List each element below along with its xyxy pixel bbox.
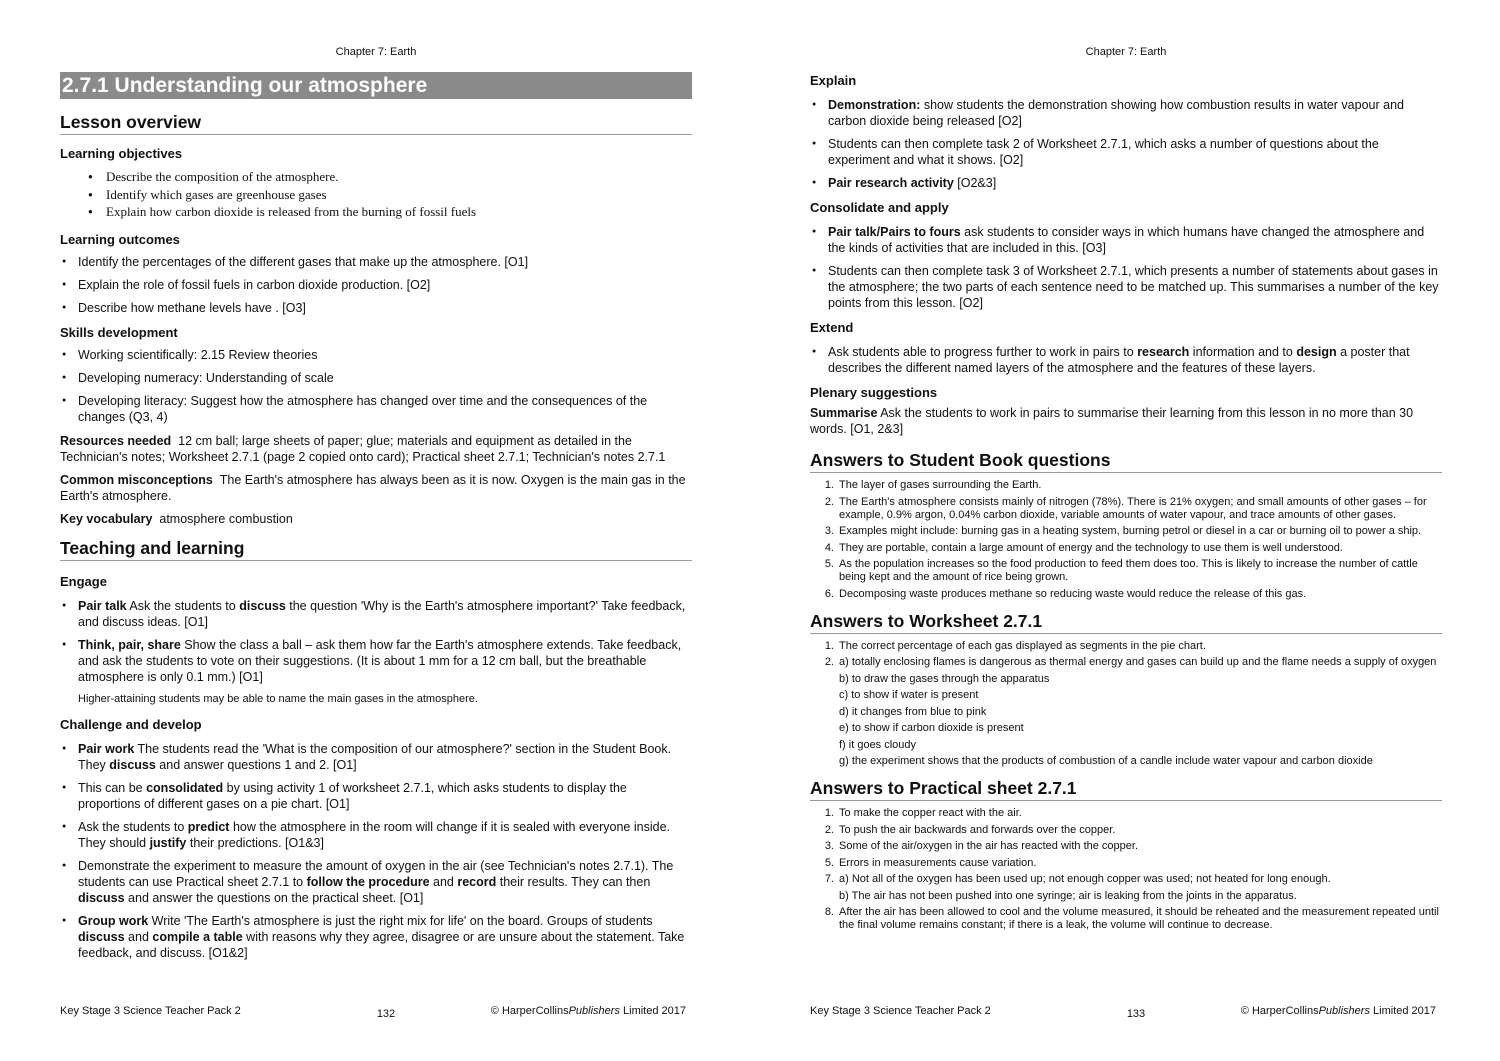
list-item: 1. To make the copper react with the air. [824, 807, 1022, 819]
list-item: ● Describe the composition of the atmosphere. [88, 168, 692, 186]
ws-answers-list [820, 640, 1442, 769]
list-item: 7. a) Not all of the oxygen has been used up; not enough copper was used; not heated for long enough. [824, 873, 1331, 885]
list-item: f) it goes cloudy [839, 738, 917, 751]
vocab-text: atmosphere combustion [159, 511, 293, 526]
consolidate-heading: Consolidate and apply [810, 200, 949, 215]
list-item: ● Demonstration: show students the demonstration showing how combustion results in water vapour and carbon dioxide being released [O2] [810, 97, 1442, 129]
list-item: ● Developing numeracy: Understanding of scale [60, 370, 692, 386]
resources-label: Resources needed [60, 433, 172, 448]
list-item: ● Demonstrate the experiment to measure the amount of oxygen in the air (see Technician's notes 2.7.1). The students can use Practical sheet 2.7.1 to follow the procedure and record their results. They can then discuss and answer the questions on the practical sheet. [O1] [60, 858, 692, 906]
outcomes-list [60, 254, 692, 316]
key-vocabulary [60, 511, 692, 527]
misconceptions-text: The Earth's atmosphere has always been as it is now. Oxygen is the main gas in the Earth's atmosphere. [60, 472, 686, 503]
list-item: b) The air has not been pushed into one syringe; air is leaking from the joints in the apparatus. [839, 889, 1297, 902]
skills-heading: Skills development [60, 324, 178, 340]
engage-heading: Engage [60, 573, 107, 589]
engage-note: Higher-attaining students may be able to name the main gases in the atmosphere. [78, 692, 478, 705]
extend-list [810, 344, 1442, 376]
list-item: ● Pair work The students read the 'What is the composition of our atmosphere?' section in the Student Book. They discuss and answer questions 1 and 2. [O1] [60, 741, 692, 773]
list-item: 2. a) totally enclosing flames is dangerous as thermal energy and gases can build up and the flame needs a supply of oxygen [824, 656, 1437, 668]
list-item: ● This can be consolidated by using activity 1 of worksheet 2.7.1, which asks students to display the proportions of different gases on a pie chart. [O1] [60, 780, 692, 812]
list-item: 1. The correct percentage of each gas displayed as segments in the pie chart. [824, 639, 1206, 652]
challenge-list [60, 741, 692, 961]
plenary-text: Summarise Ask the students to work in pairs to summarise their learning from this lesson in no more than 30 words. [O1, 2&3] [810, 406, 1414, 436]
extend-heading: Extend [810, 320, 854, 335]
list-item: ● Think, pair, share Show the class a ball – ask them how far the Earth's atmosphere extends. Take feedback, and ask the students to vote on their suggestions. (It is about 1 mm for a 12 cm ball, but the breathable atmosphere is only 0.1 mm.) [O1] [60, 637, 692, 685]
ps-answers-heading: Answers to Practical sheet 2.7.1 [810, 777, 1442, 801]
list-item: 5. Errors in measurements cause variation. [824, 856, 1037, 869]
ps-answers-list [820, 807, 1442, 932]
challenge-heading: Challenge and develop [60, 716, 202, 732]
footer-book-title: Key Stage 3 Science Teacher Pack 2 [810, 1005, 991, 1017]
right-content [810, 72, 1442, 941]
resources-text: 12 cm ball; large sheets of paper; glue; materials and equipment as detailed in the Technician's notes; Worksheet 2.7.1 (page 2 copied onto card); Practical sheet 2.7.1; Technician's notes 2.7.1 [60, 433, 666, 464]
chapter-header: Chapter 7: Earth [335, 46, 417, 58]
explain-list [810, 97, 1442, 191]
explain-heading: Explain [810, 73, 857, 88]
misconceptions-label: Common misconceptions [60, 472, 213, 487]
engage-list [60, 598, 692, 685]
copyright: © HarperCollinsPublishers Limited 2017 [1240, 1005, 1436, 1017]
resources-needed [60, 433, 692, 465]
list-item: 2. The Earth's atmosphere consists mainly of nitrogen (78%). There is 21% oxygen; and small amounts of other gases – for example, 0.9% argon, 0.04% carbon dioxide, variable amounts of water vapour, and trace amounts of other gases. [824, 495, 1427, 521]
copyright: © HarperCollinsPublishers Limited 2017 [490, 1005, 686, 1017]
list-item: 3. Examples might include: burning gas in a heating system, burning petrol or diesel in a car or burning oil to power a ship. [824, 525, 1422, 537]
list-item: ● Developing literacy: Suggest how the atmosphere has changed over time and the consequences of the changes (Q3, 4) [60, 393, 692, 425]
left-page [60, 0, 692, 1061]
lesson-overview-heading: Lesson overview [60, 111, 692, 135]
list-item: 4. They are portable, contain a large amount of energy and the technology to use them is well understood. [824, 541, 1343, 554]
list-item: e) to show if carbon dioxide is present [839, 722, 1024, 734]
list-item: d) it changes from blue to pink [839, 705, 987, 718]
objectives-list [88, 168, 692, 221]
sb-answers-list [820, 479, 1442, 601]
plenary-heading: Plenary suggestions [810, 385, 938, 400]
vocab-label: Key vocabulary [60, 511, 153, 526]
right-page [810, 0, 1442, 1061]
list-item: ● Ask students able to progress further to work in pairs to research information and to design a poster that describes the different named layers of the atmosphere and the features of these layers. [810, 344, 1442, 376]
lesson-title: 2.7.1 Understanding our atmosphere [60, 72, 692, 99]
list-item: c) to show if water is present [839, 689, 979, 701]
teaching-heading: Teaching and learning [60, 537, 692, 561]
list-item: g) the experiment shows that the products of combustion of a candle include water vapour and carbon dioxide [839, 755, 1373, 767]
list-item: ● Pair talk Ask the students to discuss the question 'Why is the Earth's atmosphere important?' Take feedback, and discuss ideas. [O1] [60, 598, 692, 630]
list-item: b) to draw the gases through the apparatus [839, 672, 1050, 685]
list-item: 2. To push the air backwards and forwards over the copper. [824, 823, 1116, 836]
consolidate-list [810, 224, 1442, 311]
footer-book-title: Key Stage 3 Science Teacher Pack 2 [60, 1005, 241, 1017]
list-item: ● Pair talk/Pairs to fours ask students to consider ways in which humans have changed the atmosphere and the kinds of activities that are included in this. [O3] [810, 224, 1442, 256]
list-item: ● Identify which gases are greenhouse gases [88, 186, 692, 204]
skills-list [60, 347, 692, 425]
sb-answers-heading: Answers to Student Book questions [810, 449, 1442, 473]
list-item: ● Students can then complete task 2 of Worksheet 2.7.1, which asks a number of questions about the experiment and what it shows. [O2] [810, 136, 1442, 168]
list-item: ● Group work Write 'The Earth's atmosphere is just the right mix for life' on the board. Groups of students discuss and compile a table with reasons why they agree, disagree or are unsure about the statement. Take feedback, and discuss. [O1&2] [60, 913, 692, 961]
list-item: 6. Decomposing waste produces methane so reducing waste would reduce the release of this gas. [824, 587, 1307, 600]
objectives-heading: Learning objectives [60, 146, 183, 161]
ws-answers-heading: Answers to Worksheet 2.7.1 [810, 610, 1442, 634]
list-item: 3. Some of the air/oxygen in the air has reacted with the copper. [824, 840, 1139, 852]
list-item: 1. The layer of gases surrounding the Earth. [824, 479, 1042, 491]
outcomes-heading: Learning outcomes [60, 231, 180, 247]
list-item: ● Ask the students to predict how the atmosphere in the room will change if it is sealed with everyone inside. They should justify their predictions. [O1&3] [60, 819, 692, 851]
list-item: ● Students can then complete task 3 of Worksheet 2.7.1, which presents a number of statements about gases in the atmosphere; the two parts of each sentence need to be matched up. This summarises a number of the key points from this lesson. [O2] [810, 263, 1442, 311]
page-number: 132 [376, 1008, 396, 1020]
left-content [60, 72, 692, 969]
list-item: 5. As the population increases so the food production to feed them does too. This is likely to increase the number of cattle being kept and the amount of rice being grown. [824, 558, 1418, 583]
list-item: ● Explain how carbon dioxide is released from the burning of fossil fuels [88, 203, 692, 221]
list-item: ● Identify the percentages of the different gases that make up the atmosphere. [O1] [60, 254, 692, 270]
common-misconceptions [60, 472, 692, 504]
chapter-header: Chapter 7: Earth [1085, 46, 1167, 58]
list-item: ● Working scientifically: 2.15 Review theories [60, 347, 692, 363]
page-number: 133 [1126, 1008, 1146, 1020]
list-item: ● Describe how methane levels have . [O3] [60, 300, 692, 316]
list-item: ● Pair research activity [O2&3] [810, 175, 1442, 191]
list-item: 8. After the air has been allowed to cool and the volume measured, it should be reheated and the measurement repeated until the final volume remains constant; if there is a leak, the volume will continue to decrease. [824, 906, 1439, 931]
list-item: ● Explain the role of fossil fuels in carbon dioxide production. [O2] [60, 277, 692, 293]
